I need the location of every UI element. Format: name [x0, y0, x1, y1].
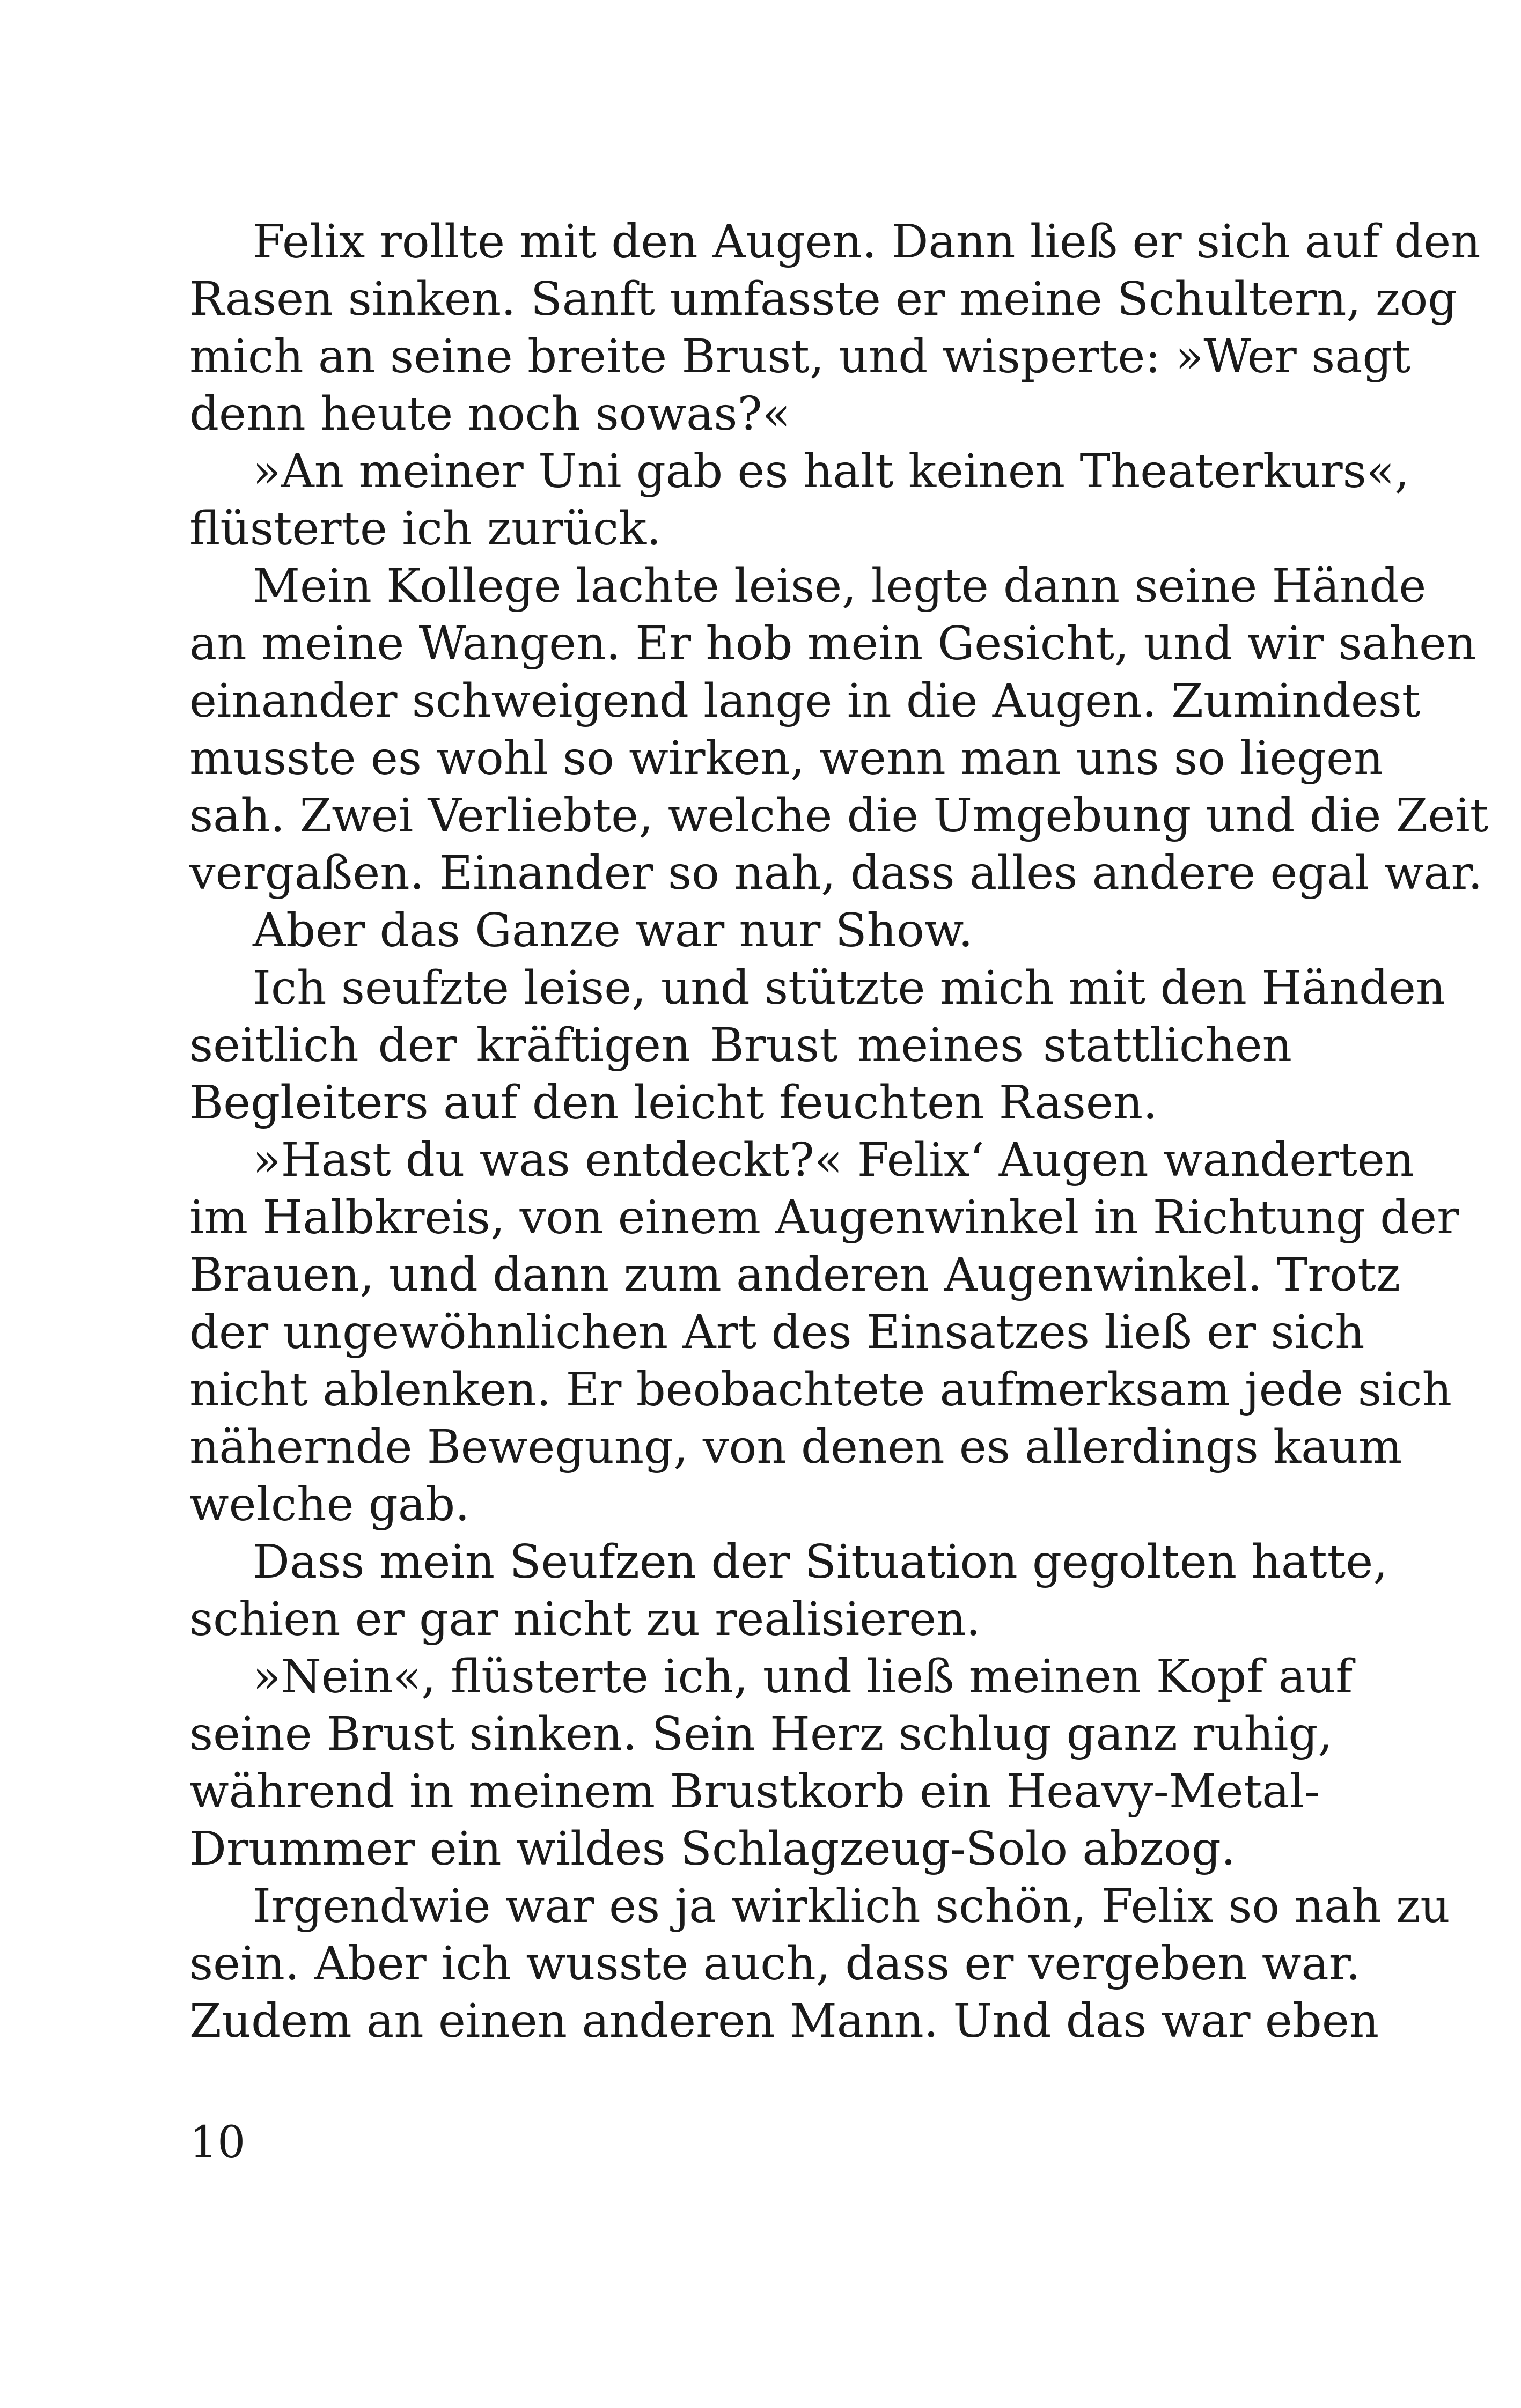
text-line: nähernde Bewegung, von denen es allerdings kaum	[189, 1420, 1402, 1474]
text-line: Irgendwie war es ja wirklich schön, Felix so nah zu	[253, 1880, 1450, 1933]
text-line: musste es wohl so wirken, wenn man uns so liegen	[189, 732, 1384, 785]
text-line: während in meinem Brustkorb ein Heavy-Metal-	[189, 1765, 1320, 1818]
text-line: vergaßen. Einander so nah, dass alles andere egal war.	[189, 846, 1483, 900]
text-line: Begleiters auf den leicht feuchten Rasen.	[189, 1076, 1158, 1130]
body-text	[189, 213, 1489, 2050]
text-line: der ungewöhnlichen Art des Einsatzes ließ er sich	[189, 1306, 1365, 1359]
text-line: denn heute noch sowas?«	[189, 387, 791, 441]
text-line: welche gab.	[189, 1478, 470, 1531]
text-line: »Hast du was entdeckt?« Felix‘ Augen wanderten	[253, 1133, 1415, 1187]
text-line: Brauen, und dann zum anderen Augenwinkel. Trotz	[189, 1248, 1401, 1302]
text-line: Aber das Ganze war nur Show.	[253, 904, 973, 958]
text-line: Zudem an einen anderen Mann. Und das war eben	[189, 1994, 1379, 2048]
text-line: flüsterte ich zurück.	[189, 502, 662, 556]
text-line: seine Brust sinken. Sein Herz schlug ganz ruhig,	[189, 1707, 1333, 1761]
text-line: einander schweigend lange in die Augen. Zumindest	[189, 674, 1421, 728]
text-line: an meine Wangen. Er hob mein Gesicht, und wir sahen	[189, 617, 1476, 671]
text-line: seitlich der kräftigen Brust meines stattlichen	[189, 1019, 1292, 1072]
text-line: »An meiner Uni gab es halt keinen Theaterkurs«,	[253, 445, 1409, 498]
text-line: sein. Aber ich wusste auch, dass er vergeben war.	[189, 1937, 1361, 1991]
text-line: mich an seine breite Brust, und wisperte: »Wer sagt	[189, 330, 1411, 384]
text-line: nicht ablenken. Er beobachtete aufmerksam jede sich	[189, 1363, 1452, 1417]
page-number: 10	[189, 2117, 246, 2168]
text-line: schien er gar nicht zu realisieren.	[189, 1593, 981, 1646]
text-line: im Halbkreis, von einem Augenwinkel in Richtung der	[189, 1191, 1459, 1244]
text-line: Ich seufzte leise, und stützte mich mit den Händen	[253, 961, 1446, 1015]
text-line: »Nein«, flüsterte ich, und ließ meinen Kopf auf	[253, 1650, 1353, 1704]
text-line: Dass mein Seufzen der Situation gegolten hatte,	[253, 1535, 1388, 1589]
text-line: Rasen sinken. Sanft umfasste er meine Schultern, zog	[189, 273, 1458, 326]
text-line: Felix rollte mit den Augen. Dann ließ er sich auf den	[253, 215, 1481, 269]
text-line: Drummer ein wildes Schlagzeug-Solo abzog.	[189, 1822, 1236, 1876]
text-line: Mein Kollege lachte leise, legte dann seine Hände	[253, 559, 1427, 613]
text-line: sah. Zwei Verliebte, welche die Umgebung und die Zeit	[189, 789, 1489, 843]
